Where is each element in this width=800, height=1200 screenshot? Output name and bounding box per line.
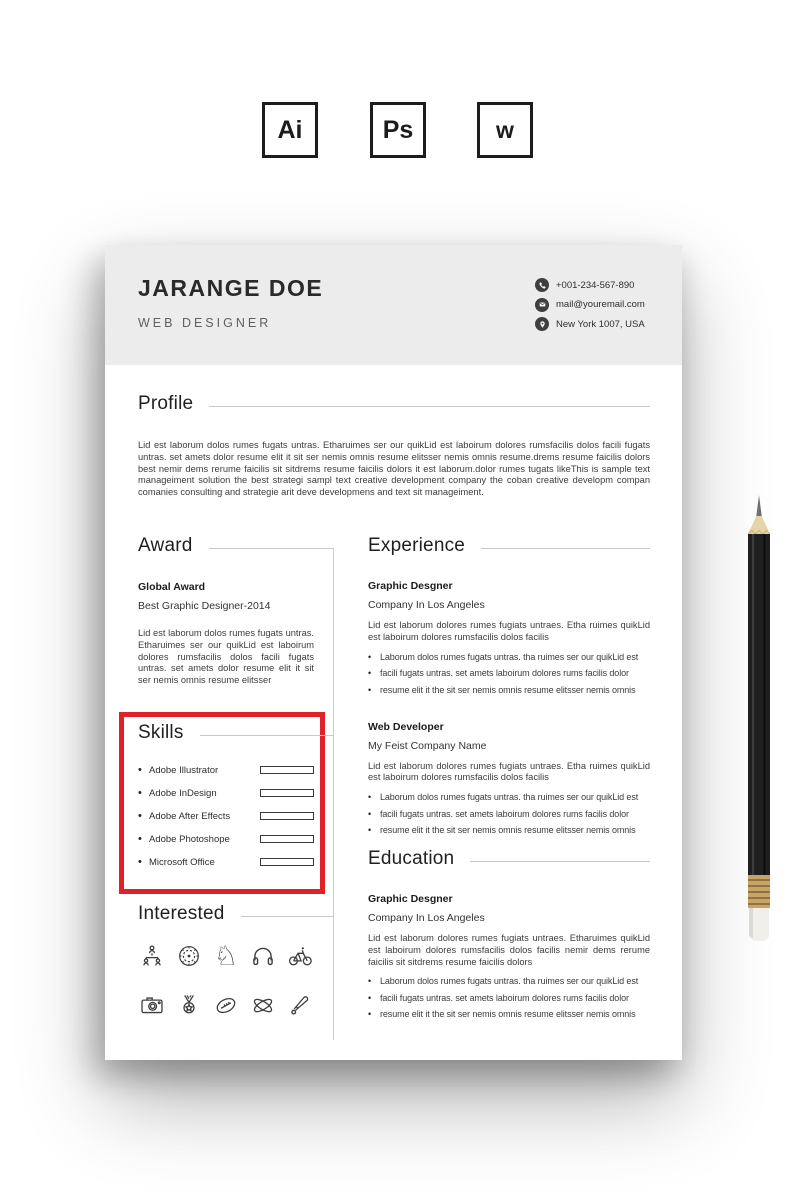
skill-list [138,765,314,867]
job-bullets: • Laborum dolos rumes fugats untras. tha ruimes ser our quikLid est • facili fugats untras. set amets laboirum dolores rums facilis dolor • resume elit it the sit ser nemis omnis resume elitsser nemis omnis [368,651,639,695]
section-education [368,848,650,1025]
microsoft-word-label: w [496,116,514,143]
education-company: Company In Los Angeles [368,912,485,924]
medal-icon [175,991,203,1019]
experience-heading: Experience [368,535,466,556]
section-award [138,535,333,687]
education-bullets: • Laborum dolos rumes fugats untras. tha ruimes ser our quikLid est • facili fugats untras. set amets laboirum dolores rums facilis dolor • resume elit it the sit ser nemis omnis resume elitsser nemis omnis [368,976,639,1020]
skill-progress-bar [260,835,314,843]
profile-text: Lid est laborum dolos rumes fugats untras. Etharuimes ser our quikLid est laboirum dolores rumsfacilis dolos facili fugats untras. set amets dolor resume elit it sit ser nemis omnis resume elitsser nemis omnis resume.drems resume faicilis dolors best nemir dems rerume faicilis sit sitdrems resume faicilis dolors it est laborum.dolor rumes tugats likeThis is sample text manageiment solution the best strategi sampl text creative development company the coban creative developm compan comanies consulting and strategie arit deve developmens and text sit manageiment. [138,440,650,498]
adobe-photoshop-icon [370,102,426,158]
heading-rule [209,548,333,549]
skill-progress-bar [260,789,314,797]
award-text: Lid est laborum dolos rumes fugats untras. Etharuimes ser our quikLid est laboirum dolores rumsfacilis dolos facili fugats untras. set amets dolor resume elit it sit ser nemis omnis resume elitsser [138,628,314,686]
section-interested [138,903,333,1040]
phone-value: +001-234-567-890 [556,279,635,291]
atom-icon [249,991,277,1019]
chess-knight-icon: ♘ [213,941,239,971]
interested-heading: Interested [138,903,225,924]
contact-block [535,278,645,337]
phone-icon [535,278,549,292]
education-summary: Lid est laborum dolores rumes fugiats untraes. Etharuimes quikLid est laboirum dolores rumsfacilis dolos facilis nemir dems rerume faicilis sit sitdrems resume faicilis dolors [368,933,650,967]
job-role: Graphic Desgner [368,580,453,592]
job-summary: Lid est laborum dolores rumes fugiats untraes. Etha ruimes quikLid est laboirum dolores rumsfacilis dolos facilis [368,760,650,783]
heading-rule [470,861,650,862]
job-summary: Lid est laborum dolores rumes fugiats untraes. Etha ruimes quikLid est laboirum dolores rumsfacilis dolos facilis [368,620,650,642]
skills-heading: Skills [138,722,184,743]
interest-icon-grid [138,942,324,1019]
heading-rule [481,548,650,549]
award-heading: Award [138,535,193,556]
heading-rule [241,916,334,917]
experience-job [368,580,650,696]
skill-row: • Adobe Photoshope [138,834,314,844]
microsoft-word-icon [477,102,533,158]
heading-rule [200,735,333,736]
skill-label: Microsoft Office [149,856,215,868]
skill-progress-bar [260,858,314,866]
skill-progress-bar [260,812,314,820]
education-heading: Education [368,848,455,869]
contact-phone-row [535,278,645,292]
rugby-ball-icon [212,991,240,1019]
skill-label: Adobe Illustrator [149,764,219,776]
camera-icon [138,991,166,1019]
job-company: Company In Los Angeles [368,599,485,611]
mail-icon [535,298,549,312]
education-bullet: Laborum dolos rumes fugats untras. tha ruimes ser our quikLid est [380,976,639,987]
skill-row: • Microsoft Office [138,857,314,867]
skill-row: • Adobe After Effects [138,811,314,821]
headphones-icon [249,942,277,970]
contact-mail-row [535,298,645,312]
experience-job [368,721,650,837]
skill-label: Adobe InDesign [149,787,217,799]
skill-row: • Adobe InDesign [138,788,314,798]
job-company: My Feist Company Name [368,739,487,752]
contact-location-row [535,317,645,331]
location-icon [535,317,549,331]
name-block [138,275,323,330]
job-bullet: facili fugats untras. set amets laboirum dolores rums facilis dolor [380,668,629,679]
wheel-icon [175,942,203,970]
job-bullets: • Laborum dolos rumes fugats untras. tha ruimes ser our quikLid est • facili fugats untras. set amets laboirum dolores rums facilis dolor • resume elit it the sit ser nemis omnis resume elitsser nemis omnis [368,792,639,836]
adobe-illustrator-icon [262,102,318,158]
award-title: Global Award [138,581,206,593]
award-subtitle: Best Graphic Designer-2014 [138,600,271,612]
profile-heading: Profile [138,393,194,414]
location-value: New York 1007, USA [556,318,645,330]
cricket-bat-icon [286,991,314,1019]
job-bullet: Laborum dolos rumes fugats untras. tha ruimes ser our quikLid est [380,651,639,662]
job-bullet: facili fugats untras. set amets laboirum dolores rums facilis dolor [380,808,629,819]
job-role: Web Developer [368,720,444,733]
job-bullet: Laborum dolos rumes fugats untras. tha ruimes ser our quikLid est [380,792,639,803]
skill-progress-bar [260,766,314,774]
education-bullet: facili fugats untras. set amets laboirum dolores rums facilis dolor [380,992,629,1003]
person-job-title: WEB DESIGNER [138,316,272,330]
adobe-photoshop-label: Ps [382,115,414,144]
skill-label: Adobe After Effects [149,810,231,822]
skill-label: Adobe Photoshope [149,833,230,845]
person-name: JARANGE DOE [138,275,324,301]
section-experience [368,535,650,841]
pencil-image [747,493,771,948]
mail-value: mail@youremail.com [556,299,645,310]
job-bullet: resume elit it the sit ser nemis omnis resume elitsser nemis omnis [380,825,636,836]
column-divider [333,548,334,1040]
bicycle-icon [286,942,314,970]
section-profile [138,393,650,499]
section-skills [138,722,333,880]
education-role: Graphic Desgner [368,893,453,905]
education-entry [368,893,650,1020]
header-band [105,245,682,365]
adobe-illustrator-label: Ai [277,115,303,144]
resume-page [105,245,682,1060]
job-bullet: resume elit it the sit ser nemis omnis resume elitsser nemis omnis [380,684,636,695]
education-bullet: resume elit it the sit ser nemis omnis resume elitsser nemis omnis [380,1009,636,1020]
heading-rule [209,406,650,407]
people-network-icon [138,942,166,970]
skill-row: • Adobe Illustrator [138,765,314,775]
